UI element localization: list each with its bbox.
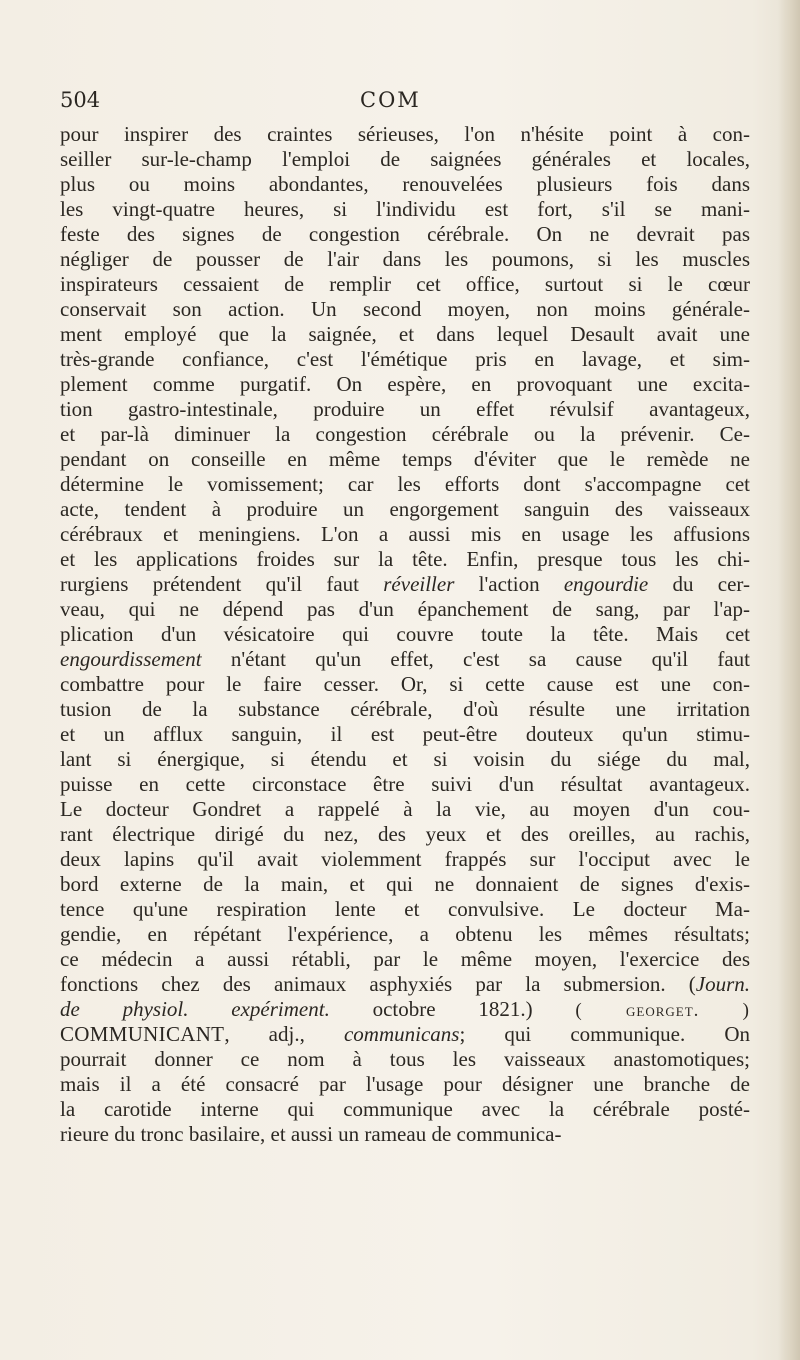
page-edge-shadow <box>778 0 800 1360</box>
text-line: mais il a été consacré par l'usage pour désigner une branche de <box>60 1072 750 1096</box>
entry-headword: COMMUNICANT <box>60 1022 225 1046</box>
author-signature: ( georget. ) <box>575 1000 751 1021</box>
text-run: fonctions chez des animaux asphyxiés par la submersion. ( <box>60 972 696 996</box>
text-line <box>60 1022 750 1047</box>
text-line: ment employé que la saignée, et dans lequel Desault avait une <box>60 322 750 346</box>
text-line <box>60 647 750 672</box>
page-number: 504 <box>60 88 101 112</box>
text-line: rant électrique dirigé du nez, des yeux et des oreilles, au rachis, <box>60 822 750 846</box>
text-line <box>60 997 750 1022</box>
text-line: négliger de pousser de l'air dans les poumons, si les muscles <box>60 247 750 271</box>
text-line <box>60 972 750 997</box>
text-line: deux lapins qu'il avait violemment frappés sur l'occiput avec le <box>60 847 750 871</box>
text-run: octobre 1821.) <box>329 997 533 1021</box>
text-run: n'étant qu'un effet, c'est sa cause qu'il faut <box>201 647 750 671</box>
text-line: gendie, en répétant l'expérience, a obtenu les mêmes résultats; <box>60 922 750 946</box>
text-line: pour inspirer des craintes sérieuses, l'on n'hésite point à con- <box>60 122 750 146</box>
text-line: Le docteur Gondret a rappelé à la vie, au moyen d'un cou- <box>60 797 750 821</box>
italic-word: engourdie <box>563 572 649 596</box>
text-run: rurgiens prétendent qu'il faut <box>60 572 384 596</box>
text-line: pendant on conseille en même temps d'éviter que le remède ne <box>60 447 750 471</box>
text-line <box>60 572 750 597</box>
text-line: plement comme purgatif. On espère, en provoquant une excita- <box>60 372 750 396</box>
text-run: ; qui communique. On <box>459 1022 751 1046</box>
text-line: bord externe de la main, et qui ne donnaient de signes d'exis- <box>60 872 750 896</box>
text-run: du cer- <box>648 572 750 596</box>
text-line: conservait son action. Un second moyen, non moins générale- <box>60 297 750 321</box>
italic-word: engourdissement <box>60 647 202 671</box>
text-line: plication d'un vésicatoire qui couvre toute la tête. Mais cet <box>60 622 750 646</box>
text-run: , adj., <box>224 1022 344 1046</box>
page-header <box>60 88 750 118</box>
text-line: et les applications froides sur la tête. Enfin, presque tous les chi- <box>60 547 750 571</box>
text-line: tence qu'une respiration lente et convulsive. Le docteur Ma- <box>60 897 750 921</box>
text-line: rieure du tronc basilaire, et aussi un rameau de communica- <box>60 1122 562 1146</box>
text-line: très-grande confiance, c'est l'émétique pris en lavage, et sim- <box>60 347 750 371</box>
text-line: combattre pour le faire cesser. Or, si cette cause est une con- <box>60 672 750 696</box>
italic-citation: de physiol. expériment. <box>60 997 330 1021</box>
italic-word: réveiller <box>383 572 455 596</box>
text-line: et un afflux sanguin, il est peut-être douteux qu'un stimu- <box>60 722 750 746</box>
italic-citation: Journ. <box>695 972 750 996</box>
italic-word: communicans <box>343 1022 460 1046</box>
text-line: seiller sur-le-champ l'emploi de saignées générales et locales, <box>60 147 750 171</box>
text-line: tusion de la substance cérébrale, d'où résulte une irritation <box>60 697 750 721</box>
text-line: la carotide interne qui communique avec la cérébrale posté- <box>60 1097 750 1121</box>
text-line: tion gastro-intestinale, produire un effet révulsif avantageux, <box>60 397 750 421</box>
text-line: et par-là diminuer la congestion cérébrale ou la prévenir. Ce- <box>60 422 750 446</box>
text-line: puisse en cette circonstace être suivi d'un résultat avantageux. <box>60 772 750 796</box>
text-line: cérébraux et meningiens. L'on a aussi mis en usage les affusions <box>60 522 750 546</box>
body-text <box>60 122 750 1147</box>
text-line: inspirateurs cessaient de remplir cet office, surtout si le cœur <box>60 272 750 296</box>
text-line: détermine le vomissement; car les efforts dont s'accompagne cet <box>60 472 750 496</box>
text-line: veau, qui ne dépend pas d'un épanchement de sang, par l'ap- <box>60 597 750 621</box>
text-line: les vingt-quatre heures, si l'individu est fort, s'il se mani- <box>60 197 750 221</box>
running-head: COM <box>360 88 421 112</box>
text-line: plus ou moins abondantes, renouvelées plusieurs fois dans <box>60 172 750 196</box>
text-line: lant si énergique, si étendu et si voisin du siége du mal, <box>60 747 750 771</box>
text-line: acte, tendent à produire un engorgement sanguin des vaisseaux <box>60 497 750 521</box>
text-line: ce médecin a aussi rétabli, par le même moyen, l'exercice des <box>60 947 750 971</box>
text-run: l'action <box>454 572 564 596</box>
text-line: pourrait donner ce nom à tous les vaisseaux anastomotiques; <box>60 1047 750 1071</box>
text-line: feste des signes de congestion cérébrale. On ne devrait pas <box>60 222 750 246</box>
